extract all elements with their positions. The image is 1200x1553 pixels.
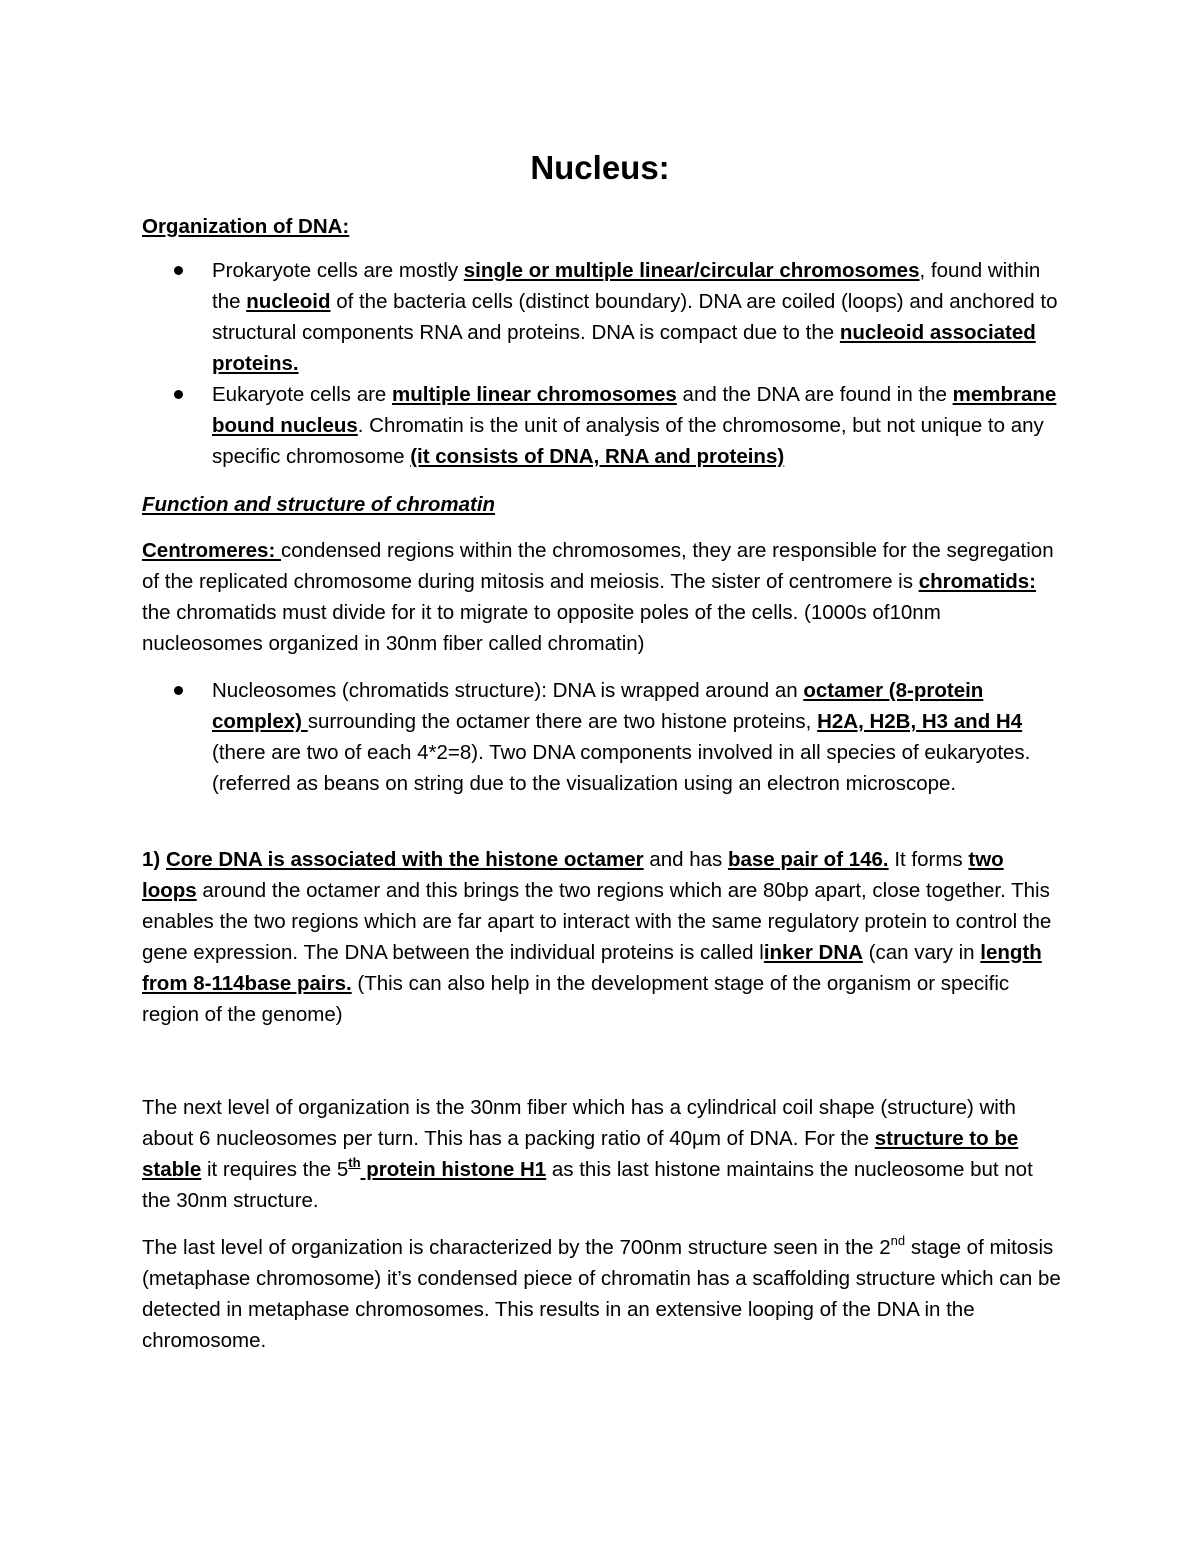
bullet-icon — [174, 390, 183, 399]
emphasis-run: protein histone H1 — [360, 1158, 547, 1181]
emphasis-run: single or multiple linear/circular chromosomes — [463, 259, 920, 282]
text-run: Prokaryote cells are mostly — [212, 259, 464, 282]
text-run: condensed regions within the chromosomes, they are responsible for the segregation of the replicated chromosome during mitosis and meiosis. The sister of centromere is — [142, 539, 1054, 593]
text-run: (This can also help in the development stage of the organism or specific region of the genome) — [142, 972, 1010, 1026]
emphasis-run: nucleoid — [246, 290, 331, 313]
text-run: stage of mitosis (metaphase chromosome) it’s condensed piece of chromatin has a scaffolding structure which can be detected in metaphase chromosomes. This results in an extensive looping of the DNA in the chromosome. — [142, 1236, 1061, 1352]
section-heading-text: Function and structure of chromatin — [142, 493, 496, 516]
list-number: 1) — [142, 848, 166, 871]
superscript: nd — [890, 1233, 906, 1248]
emphasis-run: H2A, H2B, H3 and H4 — [817, 710, 1023, 733]
organization-list — [142, 255, 1062, 472]
text-run: It forms — [888, 848, 969, 871]
paragraph-centromeres — [142, 535, 1062, 659]
section-heading-chromatin — [142, 489, 1062, 520]
text-run: as this last histone maintains the nucleosome but not the 30nm structure. — [142, 1158, 1033, 1212]
section-heading-organization — [142, 211, 1062, 242]
emphasis-run: octamer (8-protein complex) — [212, 679, 984, 733]
text-run: it requires the 5 — [201, 1158, 349, 1181]
emphasis-run: (it consists of DNA, RNA and proteins) — [410, 445, 785, 468]
text-run: and the DNA are found in the — [676, 383, 953, 406]
page-title: Nucleus: — [530, 149, 670, 186]
text-run: around the octamer and this brings the two regions which are 80bp apart, close together. This enables the two regions which are far apart to interact with the same regulatory protein to control the gene expression. The DNA between the individual proteins is called l — [142, 879, 1052, 964]
text-run: , found within the — [212, 259, 1041, 313]
list-item-eukaryote — [142, 379, 1062, 472]
list-item-prokaryote — [142, 255, 1062, 379]
paragraph-core-dna — [142, 844, 1062, 1030]
bullet-icon — [174, 266, 183, 275]
emphasis-run: inker DNA — [763, 941, 863, 964]
text-run: (can vary in — [862, 941, 981, 964]
text-run: of the bacteria cells (distinct boundary). DNA are coiled (loops) and anchored to structural components RNA and proteins. DNA is compact due to the — [212, 290, 1058, 344]
emphasis-run: two loops — [142, 848, 1004, 902]
text-run: (there are two of each 4*2=8). Two DNA components involved in all species of eukaryotes. (referred as beans on string due to the visualization using an electron microscope. — [212, 741, 1031, 795]
text-run: and has — [643, 848, 728, 871]
text-run: . Chromatin is the unit of analysis of the chromosome, but not unique to any specific chromosome — [212, 414, 1044, 468]
paragraph-30nm-fiber — [142, 1092, 1062, 1216]
emphasis-run: structure to be stable — [142, 1127, 1019, 1181]
emphasis-run: multiple linear chromosomes — [392, 383, 677, 406]
text-run: Nucleosomes (chromatids structure): DNA is wrapped around an — [212, 679, 804, 702]
text-run: the chromatids must divide for it to migrate to opposite poles of the cells. (1000s of10nm nucleosomes organized in 30nm fiber called chromatin) — [142, 601, 941, 655]
emphasis-run: chromatids: — [918, 570, 1037, 593]
list-item-nucleosomes — [142, 675, 1062, 799]
paragraph-700nm-structure — [142, 1232, 1062, 1356]
text-run: The next level of organization is the 30nm fiber which has a cylindrical coil shape (structure) with about 6 nucleosomes per turn. This has a packing ratio of 40μm of DNA. For the — [142, 1096, 1016, 1150]
section-heading-text: Organization of DNA: — [142, 215, 350, 238]
emphasis-run: length from 8-114base pairs. — [142, 941, 1042, 995]
emphasis-run: base pair of 146. — [727, 848, 889, 871]
text-run: Eukaryote cells are — [212, 383, 393, 406]
text-run: The last level of organization is characterized by the 700nm structure seen in the 2 — [142, 1236, 891, 1259]
emphasis-run: nucleoid associated proteins. — [212, 321, 1036, 375]
term-label: Centromeres: — [142, 539, 281, 562]
emphasis-run: Core DNA is associated with the histone octamer — [165, 848, 644, 871]
text-run: surrounding the octamer there are two histone proteins, — [307, 710, 818, 733]
emphasis-run: membrane bound nucleus — [212, 383, 1057, 437]
bullet-icon — [174, 686, 183, 695]
nucleosome-list — [142, 675, 1062, 799]
superscript: th — [348, 1155, 361, 1170]
